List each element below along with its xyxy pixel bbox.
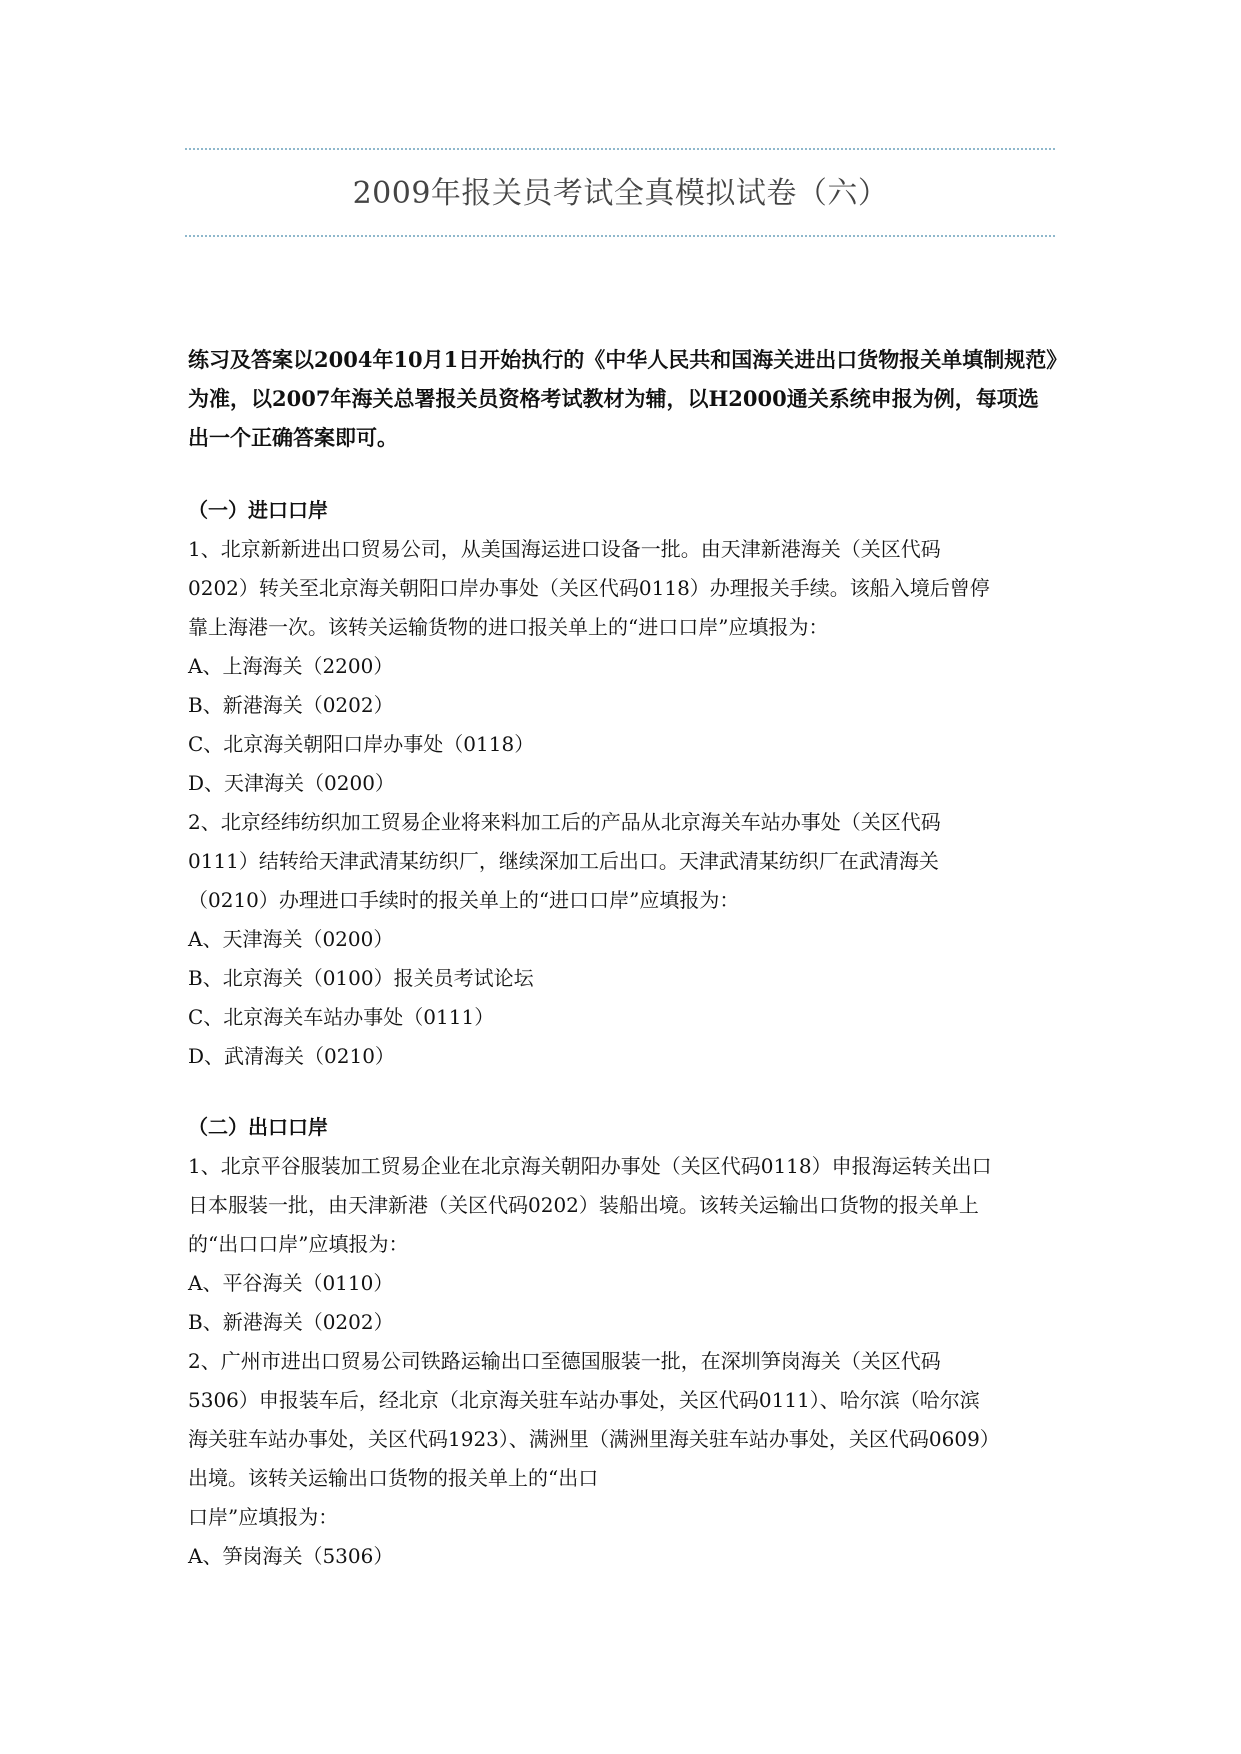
answer-option: D、武清海关（0210） <box>188 1044 395 1068</box>
question-text: 0111）结转给天津武清某纺织厂，继续深加工后出口。天津武清某纺织厂在武清海关 <box>188 849 939 873</box>
answer-option: B、新港海关（0202） <box>188 693 394 717</box>
section-import-port <box>188 491 1058 1076</box>
top-divider <box>185 148 1055 150</box>
question-text: 日本服装一批，由天津新港（关区代码0202）装船出境。该转关运输出口货物的报关单上 <box>188 1193 979 1217</box>
section-export-port <box>188 1108 1058 1576</box>
answer-option: A、天津海关（0200） <box>188 927 394 951</box>
question-text: 2、广州市进出口贸易公司铁路运输出口至德国服装一批，在深圳笋岗海关（关区代码 <box>188 1349 941 1373</box>
question-text: 的“出口口岸”应填报为： <box>188 1232 409 1256</box>
answer-option: A、笋岗海关（5306） <box>188 1544 394 1568</box>
question <box>188 1342 1058 1576</box>
answer-option: C、北京海关车站办事处（0111） <box>188 1005 495 1029</box>
answer-option: A、上海海关（2200） <box>188 654 394 678</box>
question <box>188 1147 1058 1342</box>
question-text: 5306）申报装车后，经北京（北京海关驻车站办事处，关区代码0111）、哈尔滨（哈尔滨 <box>188 1388 980 1412</box>
question-text: 海关驻车站办事处，关区代码1923）、满洲里（满洲里海关驻车站办事处，关区代码0609） <box>188 1427 1000 1451</box>
bottom-divider <box>185 235 1055 237</box>
answer-option: B、新港海关（0202） <box>188 1310 394 1334</box>
question-text: 口岸”应填报为： <box>188 1505 339 1529</box>
section-heading: （二）出口口岸 <box>188 1115 328 1139</box>
question-text: （0210）办理进口手续时的报关单上的“进口口岸”应填报为： <box>188 888 740 912</box>
question-text: 1、北京平谷服装加工贸易企业在北京海关朝阳办事处（关区代码0118）申报海运转关出口 <box>188 1154 992 1178</box>
document-title: 2009年报关员考试全真模拟试卷（六） <box>352 176 889 211</box>
question-text: 0202）转关至北京海关朝阳口岸办事处（关区代码0118）办理报关手续。该船入境后曾停 <box>188 576 990 600</box>
document-body <box>188 340 1058 1608</box>
answer-option: D、天津海关（0200） <box>188 771 395 795</box>
question-text: 出境。该转关运输出口货物的报关单上的“出口 <box>188 1466 599 1490</box>
question <box>188 530 1058 803</box>
section-heading: （一）进口口岸 <box>188 498 328 522</box>
question-text: 2、北京经纬纺织加工贸易企业将来料加工后的产品从北京海关车站办事处（关区代码 <box>188 810 941 834</box>
question <box>188 803 1058 1076</box>
question-text: 1、北京新新进出口贸易公司，从美国海运进口设备一批。由天津新港海关（关区代码 <box>188 537 941 561</box>
answer-option: C、北京海关朝阳口岸办事处（0118） <box>188 732 535 756</box>
question-text: 靠上海港一次。该转关运输货物的进口报关单上的“进口口岸”应填报为： <box>188 615 829 639</box>
intro-paragraph: 练习及答案以2004年10月1日开始执行的《中华人民共和国海关进出口货物报关单填制规范》为准，以2007年海关总署报关员资格考试教材为辅，以H2000通关系统申报为例，每项选出一个正确答案即可。 <box>188 347 1057 450</box>
answer-option: A、平谷海关（0110） <box>188 1271 394 1295</box>
answer-option: B、北京海关（0100）报关员考试论坛 <box>188 966 534 990</box>
